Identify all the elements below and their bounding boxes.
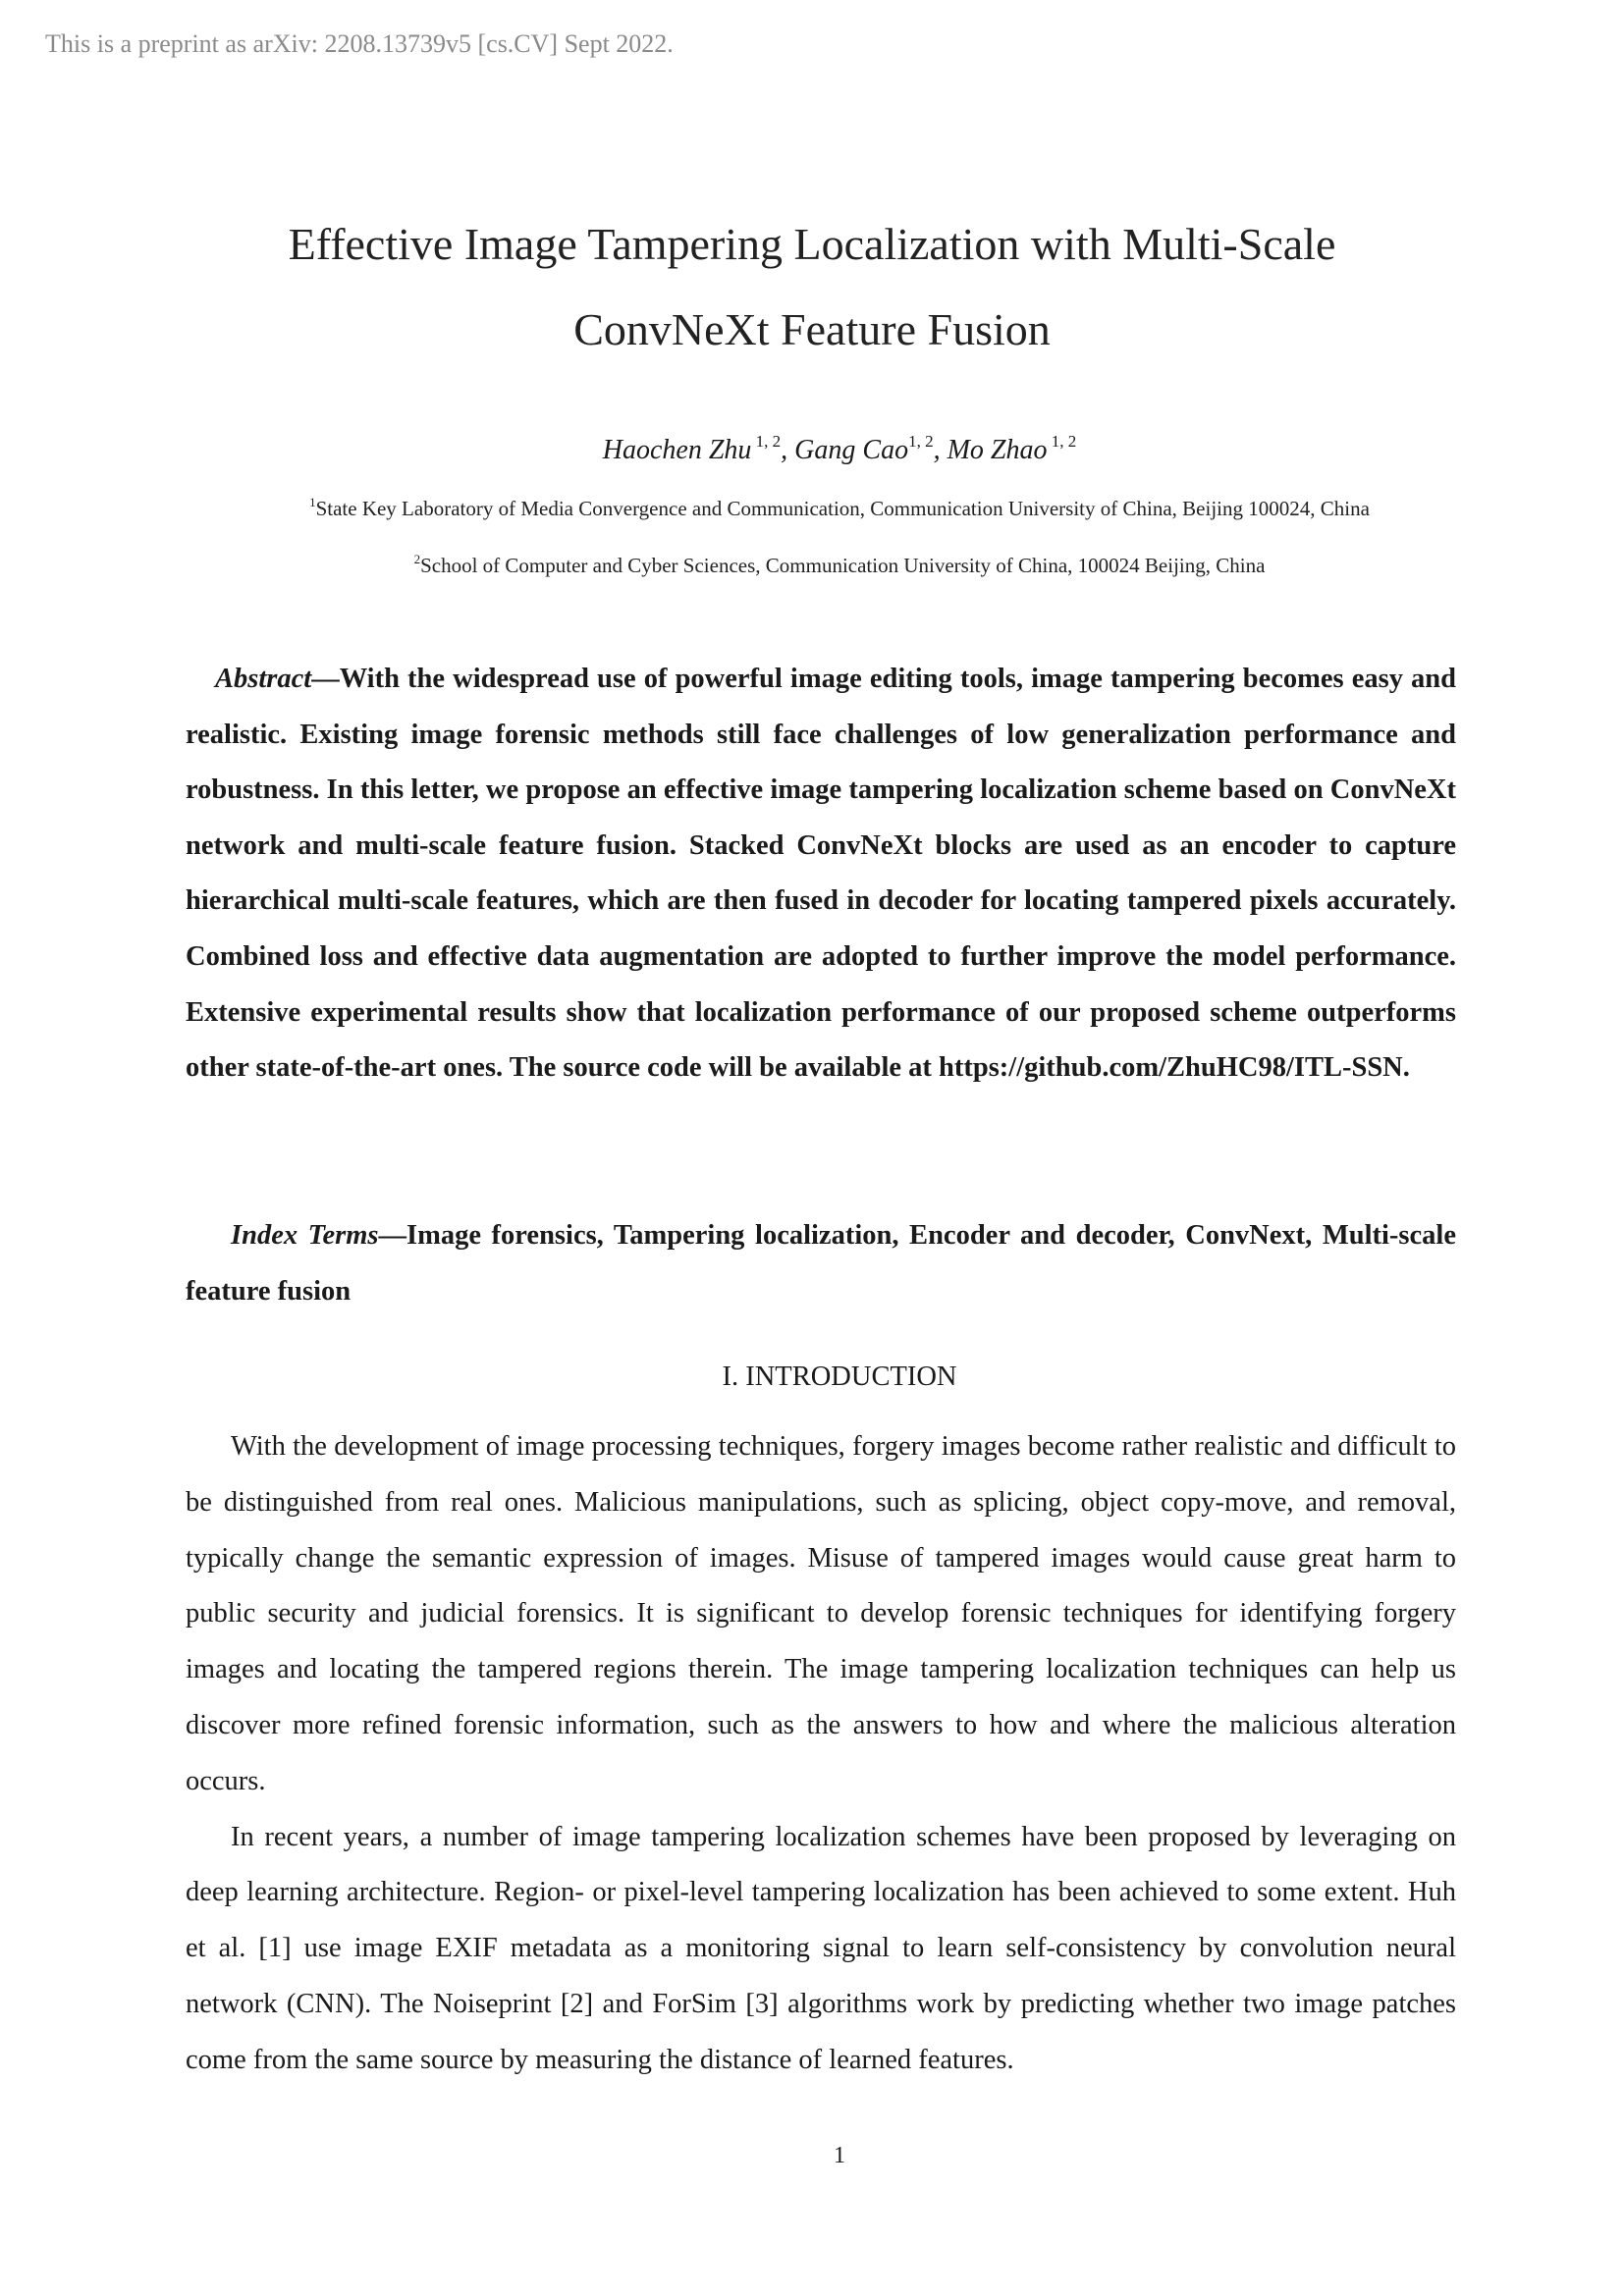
title-line-2: ConvNeXt Feature Fusion [573,304,1051,354]
affiliation-text: State Key Laboratory of Media Convergence and Communication, Communication University of China, Beijing 100024, China [315,497,1370,520]
author-list: Haochen Zhu $^{1, 2}$, Gang Cao$^{1, 2}$, Mo Zhao $^{1, 2}$ [602,432,1077,465]
section-heading: I. INTRODUCTION [722,1362,957,1392]
index-terms [186,1207,1456,1319]
affiliation-mark: 2 [413,552,421,566]
paper-title [0,201,1624,372]
affiliation-1 [0,495,1624,521]
paragraph: In recent years, a number of image tampering localization schemes have been proposed by leveraging on deep learning architecture. Region- or pixel-level tampering localization has been achieved to some extent. Huh et al. [1] use image EXIF metadata as a monitoring signal to learn self-consistency by convolution neural network (CNN). The Noiseprint [2] and ForSim [3] algorithms work by predicting whether two image patches come from the same source by measuring the distance of learned features. [186,1821,1456,2075]
author-affiliation-mark: 1, 2 [1047,432,1077,451]
author-name: Gang Cao [794,435,909,465]
abstract-text: —With the widespread use of powerful image editing tools, image tampering becomes easy and realistic. Existing image forensic methods still face challenges of low generalization performance and robustness. In this letter, we propose an effective image tampering localization scheme based on ConvNeXt network and multi-scale feature fusion. Stacked ConvNeXt blocks are used as an encoder to capture hierarchical multi-scale features, which are then fused in decoder for locating tampered pixels accurately. Combined loss and effective data augmentation are adopted to further improve the model performance. Extensive experimental results show that localization performance of our proposed scheme outperforms other state-of-the-art ones. The source code will be available at https://github.com/ZhuHC98/ITL-SSN. [186,664,1456,1084]
abstract [186,652,1456,1096]
preprint-note: This is a preprint as arXiv: 2208.13739v5 [cs.CV] Sept 2022. [45,29,674,58]
author-name: Mo Zhao [947,435,1048,465]
affiliation-2 [0,552,1624,578]
body-text [186,1419,1456,2089]
affiliation-text: School of Computer and Cyber Sciences, Communication University of China, 100024 Beijing, China [420,554,1266,577]
author-affiliation-mark: 1, 2 [751,432,782,451]
title-line-1: Effective Image Tampering Localization with Multi-Scale [288,219,1336,269]
author-name: Haochen Zhu [602,435,752,465]
paragraph: With the development of image processing techniques, forgery images become rather realistic and difficult to be distinguished from real ones. Malicious manipulations, such as splicing, object copy-move, and removal, typically change the semantic expression of images. Misuse of tampered images would cause great harm to public security and judicial forensics. It is significant to develop forensic techniques for identifying forgery images and locating the tampered regions therein. The image tampering localization techniques can help us discover more refined forensic information, such as the answers to how and where the malicious alteration occurs. [186,1431,1456,1796]
index-terms-text: —Image forensics, Tampering localization, Encoder and decoder, ConvNext, Multi-scale feature fusion [186,1220,1456,1307]
abstract-label: Abstract [215,664,312,694]
author-affiliation-mark: 1, 2 [908,432,934,451]
affiliation-mark: 1 [309,495,316,509]
page-number: 1 [834,2143,845,2168]
index-terms-label: Index Terms [231,1220,379,1251]
